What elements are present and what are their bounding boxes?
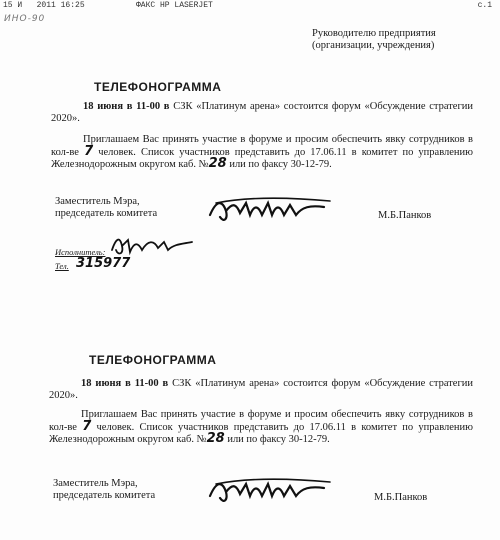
participant-count-1: 7	[84, 143, 94, 159]
event-date-2: 18 июня в 11-00 в	[81, 378, 169, 389]
invite-text-b-2: человек. Список участников представить до 17.06.11 в комитет по управлению Железнодорожным округом каб. №	[49, 421, 473, 445]
phone-value: 315977	[76, 256, 131, 271]
addressee-line-1: Руководителю предприятия	[312, 28, 436, 39]
signatory-role-1	[55, 196, 157, 220]
signatory-role-2	[53, 478, 155, 502]
margin-scribble: ИНО-90	[4, 14, 46, 24]
invite-text-b-1: человек. Список участников представить до 17.06.11 в комитет по управлению Железнодорожным округом каб. №	[51, 146, 474, 170]
signatory-role-line-1a: Заместитель Мэра,	[55, 196, 140, 207]
invite-text-c-1: или по факсу 30-12-79.	[229, 159, 332, 170]
phone-label: Тел.	[55, 261, 69, 271]
signature-1	[206, 193, 336, 233]
fax-transmission-header	[0, 1, 500, 13]
event-paragraph-2	[49, 378, 473, 401]
signatory-role-line-1b: председатель комитета	[55, 208, 158, 219]
telephonogram-title-1: ТЕЛЕФОНОГРАММА	[94, 80, 222, 94]
event-paragraph-1	[51, 101, 473, 124]
event-details-1: СЗК «Платинум арена» состоится форум «Обсуждение стратегии 2020».	[51, 101, 474, 124]
signatory-name-2: М.Б.Панков	[374, 492, 428, 503]
invite-text-a-2: Приглашаем Вас принять участие в форуме и просим обеспечить явку сотрудников в кол-ве	[49, 409, 473, 433]
fax-page-number: с.1	[477, 1, 492, 10]
telephonogram-title-2: ТЕЛЕФОНОГРАММА	[89, 353, 217, 367]
invite-text-c-2: или по факсу 30-12-79.	[227, 434, 330, 445]
event-date-1: 18 июня в 11-00 в	[83, 101, 170, 112]
executor-label: Исполнитель:	[55, 247, 106, 257]
fax-device: ФАКС HP LASERJET	[136, 1, 213, 10]
signatory-role-line-2b: председатель комитета	[53, 490, 156, 501]
fax-date: 15 И 2011 16:25	[3, 1, 85, 10]
participant-count-2: 7	[82, 418, 92, 434]
cabinet-number-1: 28	[208, 156, 227, 171]
signatory-role-line-2a: Заместитель Мэра,	[53, 478, 138, 489]
invite-paragraph-1	[51, 134, 473, 171]
addressee-line-2: (организации, учреждения)	[312, 40, 435, 51]
addressee-block	[312, 28, 492, 52]
invite-paragraph-2	[49, 409, 473, 446]
cabinet-number-2: 28	[206, 431, 225, 446]
signatory-name-1: М.Б.Панков	[378, 210, 432, 221]
event-details-2: СЗК «Платинум арена» состоится форум «Обсуждение стратегии 2020».	[49, 378, 473, 401]
signature-2	[206, 474, 336, 514]
invite-text-a-1: Приглашаем Вас принять участие в форуме и просим обеспечить явку сотрудников в кол-ве	[51, 134, 473, 158]
